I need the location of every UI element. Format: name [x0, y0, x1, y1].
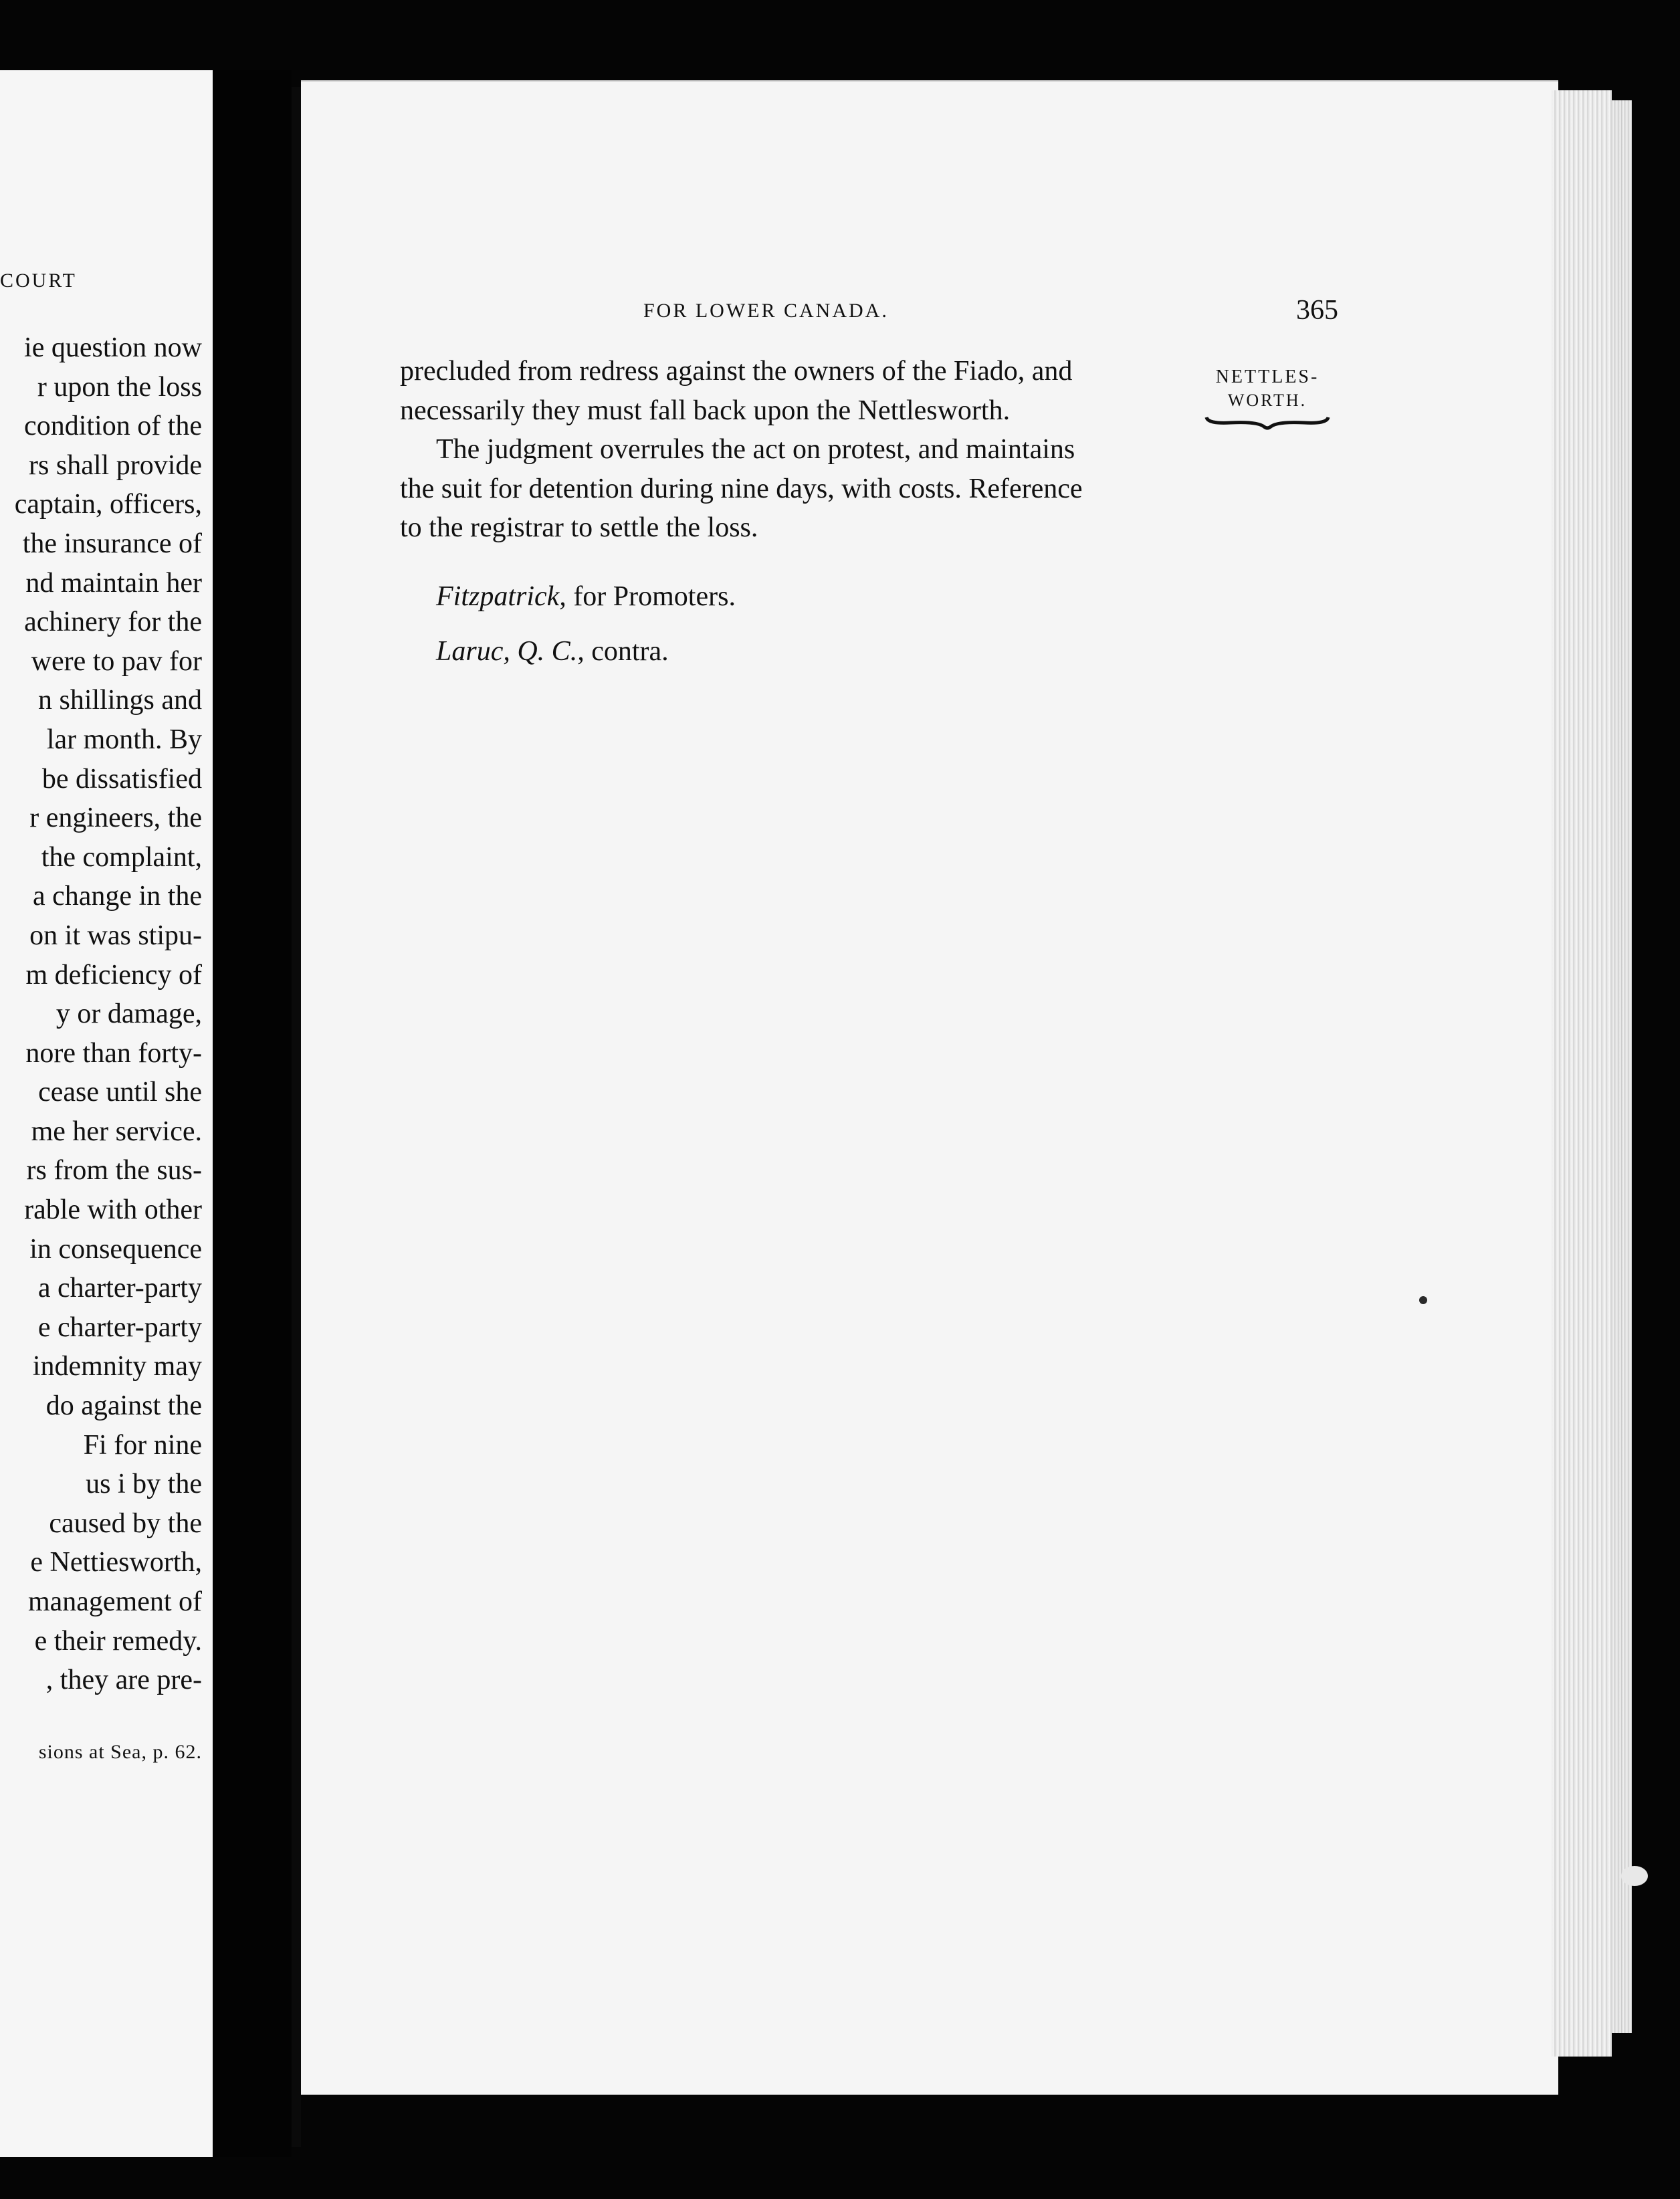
counsel-1-name: Fitzpatrick, [436, 581, 566, 612]
left-page-line: , they are pre- [45, 1665, 202, 1696]
page-edge-stack [1552, 90, 1612, 2057]
page-number: 365 [1296, 295, 1338, 326]
left-page-line: lar month. By [46, 724, 202, 755]
book-gutter-shadow [213, 70, 292, 2157]
left-page-line: e Nettiesworth, [30, 1547, 202, 1578]
left-page-line: management of [27, 1586, 202, 1617]
left-page-text-block [0, 328, 202, 1700]
body-line: the suit for detention during nine days, with costs. Reference [400, 473, 1083, 504]
sidenote-line-1: NETTLES- [1215, 366, 1320, 387]
left-page-line: nore than forty- [25, 1037, 202, 1069]
left-page-line: rs from the sus- [26, 1155, 202, 1186]
scan-speck [1419, 1296, 1427, 1304]
margin-sidenote [1204, 365, 1331, 431]
left-page-line: caused by the [49, 1507, 202, 1539]
left-page-line: condition of the [24, 411, 202, 442]
left-page-line: r upon the loss [37, 371, 202, 403]
left-page-line: us i by the [86, 1469, 202, 1500]
left-page-line: indemnity may [32, 1351, 202, 1382]
counsel-1-role: for Promoters. [566, 581, 736, 612]
sidenote-line-2: WORTH. [1227, 391, 1307, 410]
left-page-line: were to pav for [31, 645, 202, 677]
left-page-line: on it was stipu- [29, 920, 202, 951]
body-line: The judgment overrules the act on protest, and maintains [436, 434, 1075, 465]
left-facing-page [0, 70, 213, 2157]
left-page-line: e charter-party [37, 1312, 202, 1343]
counsel-2-role: contra. [584, 636, 669, 667]
left-page-line: be dissatisfied [41, 763, 202, 795]
left-page-line: me her service. [31, 1116, 202, 1147]
left-page-line: rs shall provide [29, 449, 202, 481]
counsel-contra [436, 635, 669, 667]
left-page-line: e their remedy. [34, 1625, 202, 1657]
left-page-line: m deficiency of [25, 959, 202, 990]
counsel-2-name: Laruc, Q. C., [436, 636, 585, 667]
body-line: to the registrar to settle the loss. [400, 512, 758, 544]
brace-ornament-icon [1204, 413, 1331, 431]
left-page-line: nd maintain her [25, 567, 202, 599]
left-page-line: the insurance of [22, 528, 202, 559]
left-page-line: Fi for nine [83, 1429, 202, 1461]
left-page-line: r engineers, the [29, 803, 202, 834]
left-page-line: rable with other [24, 1194, 202, 1226]
left-page-line: n shillings and [37, 685, 202, 716]
left-page-line: ie question now [24, 332, 202, 363]
book-spine [292, 87, 301, 2147]
left-running-head: COURT [0, 270, 77, 292]
left-page-footnote: sions at Sea, p. 62. [38, 1741, 202, 1763]
left-page-line: y or damage, [56, 999, 202, 1030]
left-page-line: cease until she [38, 1077, 202, 1108]
body-line: precluded from redress against the owners of the Fiado, and [400, 356, 1073, 387]
body-line: necessarily they must fall back upon the Nettlesworth. [400, 395, 1011, 426]
left-page-line: do against the [45, 1390, 202, 1422]
left-page-line: achinery for the [24, 607, 202, 638]
scan-speck [1621, 1866, 1648, 1886]
left-page-line: captain, officers, [14, 489, 202, 520]
left-page-line: a charter-party [37, 1273, 202, 1304]
body-text-block [400, 352, 1186, 548]
page-edge-stack-outer [1612, 100, 1632, 2033]
left-page-line: in consequence [29, 1233, 202, 1265]
left-page-line: the complaint, [41, 841, 202, 873]
running-head: FOR LOWER CANADA. [643, 300, 889, 322]
left-page-line: a change in the [32, 881, 202, 912]
counsel-promoters [436, 581, 736, 613]
